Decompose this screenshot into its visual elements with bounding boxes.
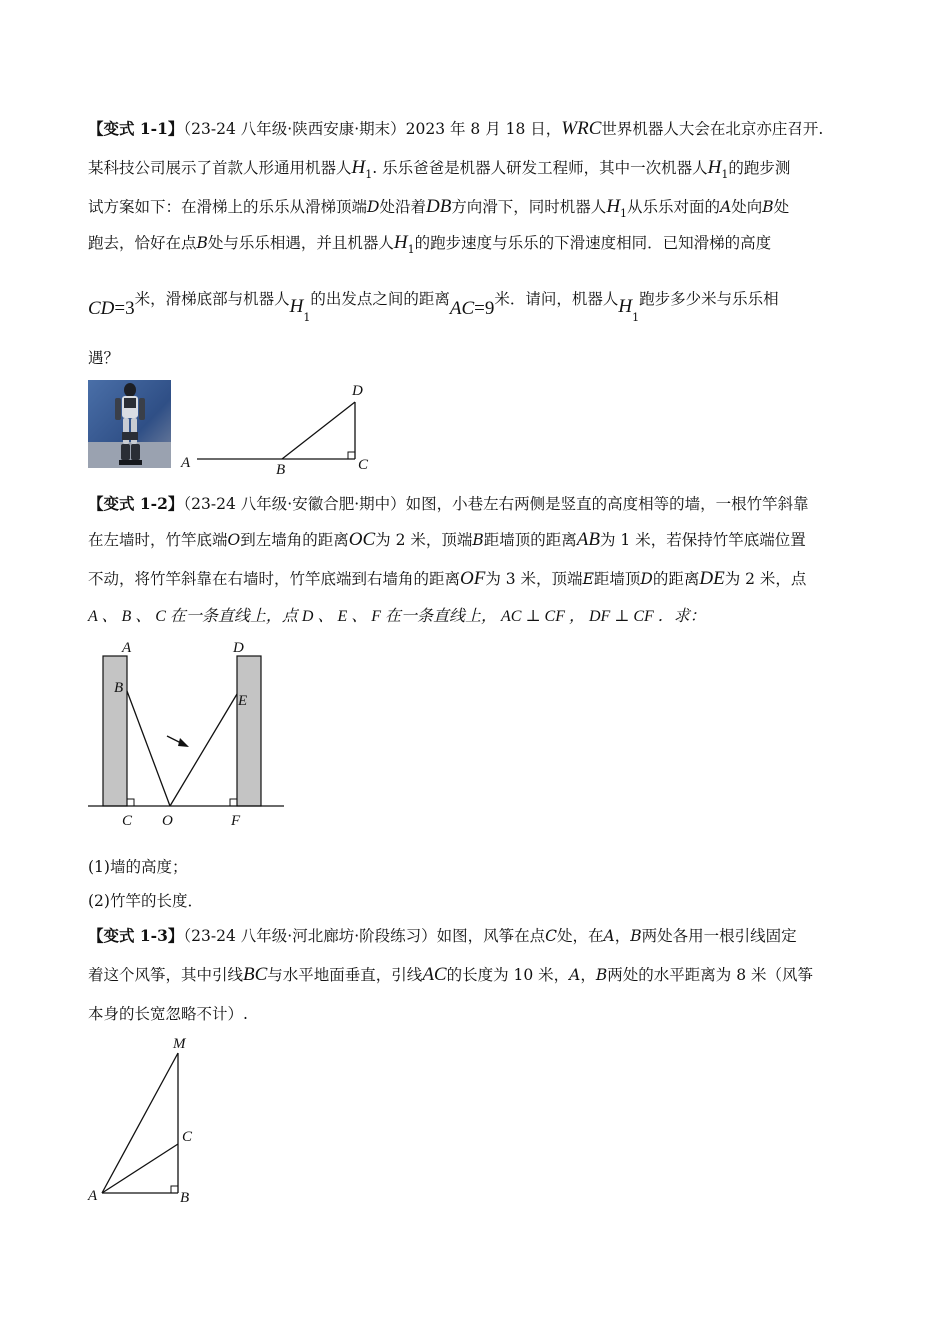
kite-figure	[85, 1030, 215, 1210]
v12-line-1: 【变式 1-2】（23-24 八年级·安徽合肥·期中）如图，小巷左右两侧是竖直的高度相等的墙，一根竹竿斜靠	[88, 494, 809, 513]
label-e: E	[238, 693, 248, 709]
line-ac	[102, 1144, 178, 1193]
v11-line-6: 遇？	[88, 349, 120, 367]
label-d: D	[352, 383, 363, 399]
left-wall	[103, 656, 127, 806]
right-angle-b	[171, 1186, 178, 1193]
v13-line-2: 着这个风筝，其中引线BC与水平地面垂直，引线AC的长度为 10 米，A，B两处的水平距离为 8 米（风筝	[88, 964, 813, 985]
pole-right	[170, 694, 237, 806]
label-a: A	[181, 455, 191, 471]
pole-left	[127, 691, 170, 806]
slide-line-db	[282, 402, 355, 459]
label-b: B	[276, 462, 286, 478]
right-angle-mark	[348, 452, 355, 459]
v11-tag: 【变式 1-1】	[88, 119, 184, 138]
v11-line-3: 试方案如下：在滑梯上的乐乐从滑梯顶端D处沿着DB方向滑下，同时机器人$H_1$从乐乐对面的A处向B处	[88, 196, 790, 220]
v12-tag: 【变式 1-2】	[88, 494, 184, 513]
right-angle-f	[230, 799, 237, 806]
label-a: A	[88, 1188, 98, 1204]
right-wall	[237, 656, 261, 806]
label-o: O	[162, 813, 173, 829]
robot-image	[88, 380, 171, 468]
label-d: D	[233, 640, 244, 656]
v12-line-2: 在左墙时，竹竿底端O到左墙角的距离OC为 2 米，顶端B距墙顶的距离AB为 1 米，若保持竹竿底端位置	[88, 529, 806, 550]
label-c: C	[122, 813, 133, 829]
label-b: B	[180, 1190, 190, 1206]
label-a: A	[122, 640, 132, 656]
label-m: M	[173, 1036, 186, 1052]
v11-line-5: CD=3米，滑梯底部与机器人$H_1$的出发点之间的距离AC=9米．请问，机器人$H_1$跑步多少米与乐乐相	[88, 290, 779, 324]
label-f: F	[231, 813, 241, 829]
robot-photo	[88, 380, 171, 468]
line-am	[102, 1053, 178, 1193]
v12-line-3: 不动，将竹竿斜靠在右墙时，竹竿底端到右墙角的距离OF为 3 米，顶端E距墙顶D的距离DE为 2 米，点	[88, 568, 807, 589]
label-b: B	[114, 680, 124, 696]
v13-line-3: 本身的长宽忽略不计）.	[88, 1005, 248, 1023]
v11-line-1: 【变式 1-1】（23-24 八年级·陕西安康·期末）2023 年 8 月 18 日，WRC世界机器人大会在北京亦庄召开.	[88, 118, 824, 139]
v13-tag: 【变式 1-3】	[88, 926, 184, 945]
v12-question-2: (2)竹竿的长度．	[88, 892, 203, 910]
slide-figure	[175, 378, 385, 478]
v13-line-1: 【变式 1-3】（23-24 八年级·河北廊坊·阶段练习）如图，风筝在点C处，在A，B两处各用一根引线固定	[88, 926, 797, 945]
v12-question-1: (1)墙的高度；	[88, 858, 188, 876]
v11-line-2: 某科技公司展示了首款人形通用机器人$H_1$. 乐乐爸爸是机器人研发工程师，其中一次机器人$H_1$的跑步测	[88, 157, 791, 181]
walls-figure	[88, 636, 288, 831]
right-angle-c	[127, 799, 134, 806]
label-c: C	[182, 1129, 193, 1145]
arrow-head	[178, 738, 189, 747]
v11-line-4: 跑去，恰好在点B处与乐乐相遇，并且机器人$H_1$的跑步速度与乐乐的下滑速度相同．已知滑梯的高度	[88, 232, 772, 256]
v12-line-4: A 、 B 、 C 在一条直线上，点 D 、 E 、 F 在一条直线上， AC ⊥ CF ， DF ⊥ CF ．求：	[88, 608, 706, 625]
label-c: C	[358, 457, 369, 473]
